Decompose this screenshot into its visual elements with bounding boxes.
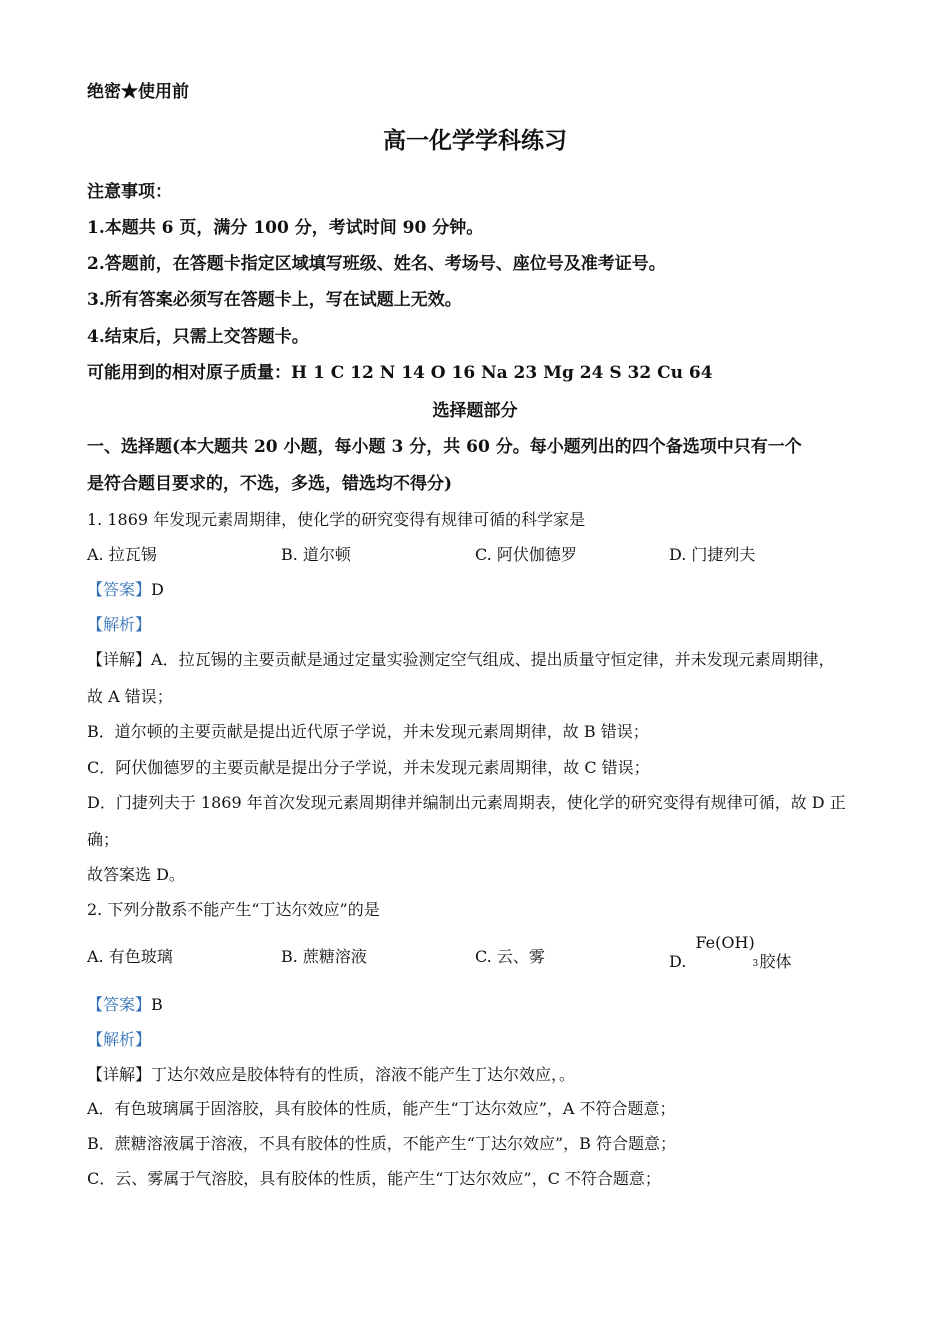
q2-detail-c: C．云、雾属于气溶胶，具有胶体的性质，能产生“丁达尔效应”，C 不符合题意； xyxy=(87,1169,661,1188)
ferric-hydroxide-formula xyxy=(695,933,759,969)
q1-detail-d-line-2: 确； xyxy=(87,830,120,849)
q1-detail-c: C．阿伏伽德罗的主要贡献是提出分子学说，并未发现元素周期律，故 C 错误； xyxy=(87,758,650,777)
q1-answer: D xyxy=(151,580,164,599)
secret-label: 绝密★使用前 xyxy=(87,82,189,102)
q1-option-d: D. 门捷列夫 xyxy=(669,545,756,564)
q1-option-b: B. 道尔顿 xyxy=(281,545,351,564)
q1-conclusion: 故答案选 D。 xyxy=(87,865,185,884)
q2-analysis-tag: 【解析】 xyxy=(87,1030,152,1049)
page-title: 高一化学学科练习 xyxy=(383,127,567,154)
section-title: 选择题部分 xyxy=(432,401,518,421)
q2-option-a: A. 有色玻璃 xyxy=(87,947,173,966)
q2-detail-b: B．蔗糖溶液属于溶液，不具有胶体的性质，不能产生“丁达尔效应”，B 符合题意； xyxy=(87,1134,676,1153)
section-instruction-line-1: 一、选择题(本大题共 20 小题，每小题 3 分，共 60 分。每小题列出的四个备选项中只有一个 xyxy=(87,437,802,457)
answer-tag: 【答案】 xyxy=(87,580,152,599)
q2-detail-intro xyxy=(87,1065,575,1085)
q1-detail-b: B．道尔顿的主要贡献是提出近代原子学说，并未发现元素周期律，故 B 错误； xyxy=(87,722,649,741)
notice-heading: 注意事项： xyxy=(87,182,172,202)
notice-item-2: 2.答题前，在答题卡指定区域填写班级、姓名、考场号、座位号及准考证号。 xyxy=(87,254,666,274)
formula-subscript: 3 xyxy=(752,959,759,969)
q1-analysis-tag: 【解析】 xyxy=(87,615,152,634)
q1-detail-d-line-1: D．门捷列夫于 1869 年首次发现元素周期律并编制出元素周期表，使化学的研究变得有规律可循，故 D 正 xyxy=(87,793,846,812)
q1-stem: 1. 1869 年发现元素周期律，使化学的研究变得有规律可循的科学家是 xyxy=(87,510,586,529)
q1-detail-a-text: A．拉瓦锡的主要贡献是通过定量实验测定空气组成、提出质量守恒定律，并未发现元素周期律， xyxy=(151,650,835,669)
q1-detail-a-line-2: 故 A 错误； xyxy=(87,687,173,706)
notice-item-3: 3.所有答案必须写在答题卡上，写在试题上无效。 xyxy=(87,290,462,310)
detail-tag: 【详解】 xyxy=(87,1065,152,1084)
detail-tag: 【详解】 xyxy=(87,650,152,669)
answer-tag: 【答案】 xyxy=(87,995,152,1014)
q2-answer: B xyxy=(151,995,163,1014)
notice-item-1: 1.本题共 6 页，满分 100 分，考试时间 90 分钟。 xyxy=(87,218,484,238)
notice-item-4: 4.结束后，只需上交答题卡。 xyxy=(87,327,309,347)
q2-detail-a: A．有色玻璃属于固溶胶，具有胶体的性质，能产生“丁达尔效应”，A 不符合题意； xyxy=(87,1099,676,1118)
q2-option-c: C. 云、雾 xyxy=(475,947,545,966)
q2-stem: 2. 下列分散系不能产生“丁达尔效应”的是 xyxy=(87,900,380,919)
q2-answer-line xyxy=(87,995,163,1015)
q1-option-c: C. 阿伏伽德罗 xyxy=(475,545,577,564)
q1-option-a: A. 拉瓦锡 xyxy=(87,545,157,564)
q1-answer-line xyxy=(87,580,164,600)
section-instruction-line-2: 是符合题目要求的，不选，多选，错选均不得分) xyxy=(87,474,453,494)
q2-option-d-prefix: D. xyxy=(669,952,687,971)
q2-detail-intro-text: 丁达尔效应是胶体特有的性质，溶液不能产生丁达尔效应，。 xyxy=(151,1065,576,1084)
q2-option-b: B. 蔗糖溶液 xyxy=(281,947,367,966)
q2-option-d xyxy=(669,933,792,972)
q1-detail-a-line-1 xyxy=(87,650,835,670)
q2-option-d-suffix: 胶体 xyxy=(759,952,792,971)
atomic-masses: 可能用到的相对原子质量：H 1 C 12 N 14 O 16 Na 23 Mg 24 S 32 Cu 64 xyxy=(87,363,713,383)
formula-text: Fe(OH) xyxy=(695,933,755,952)
